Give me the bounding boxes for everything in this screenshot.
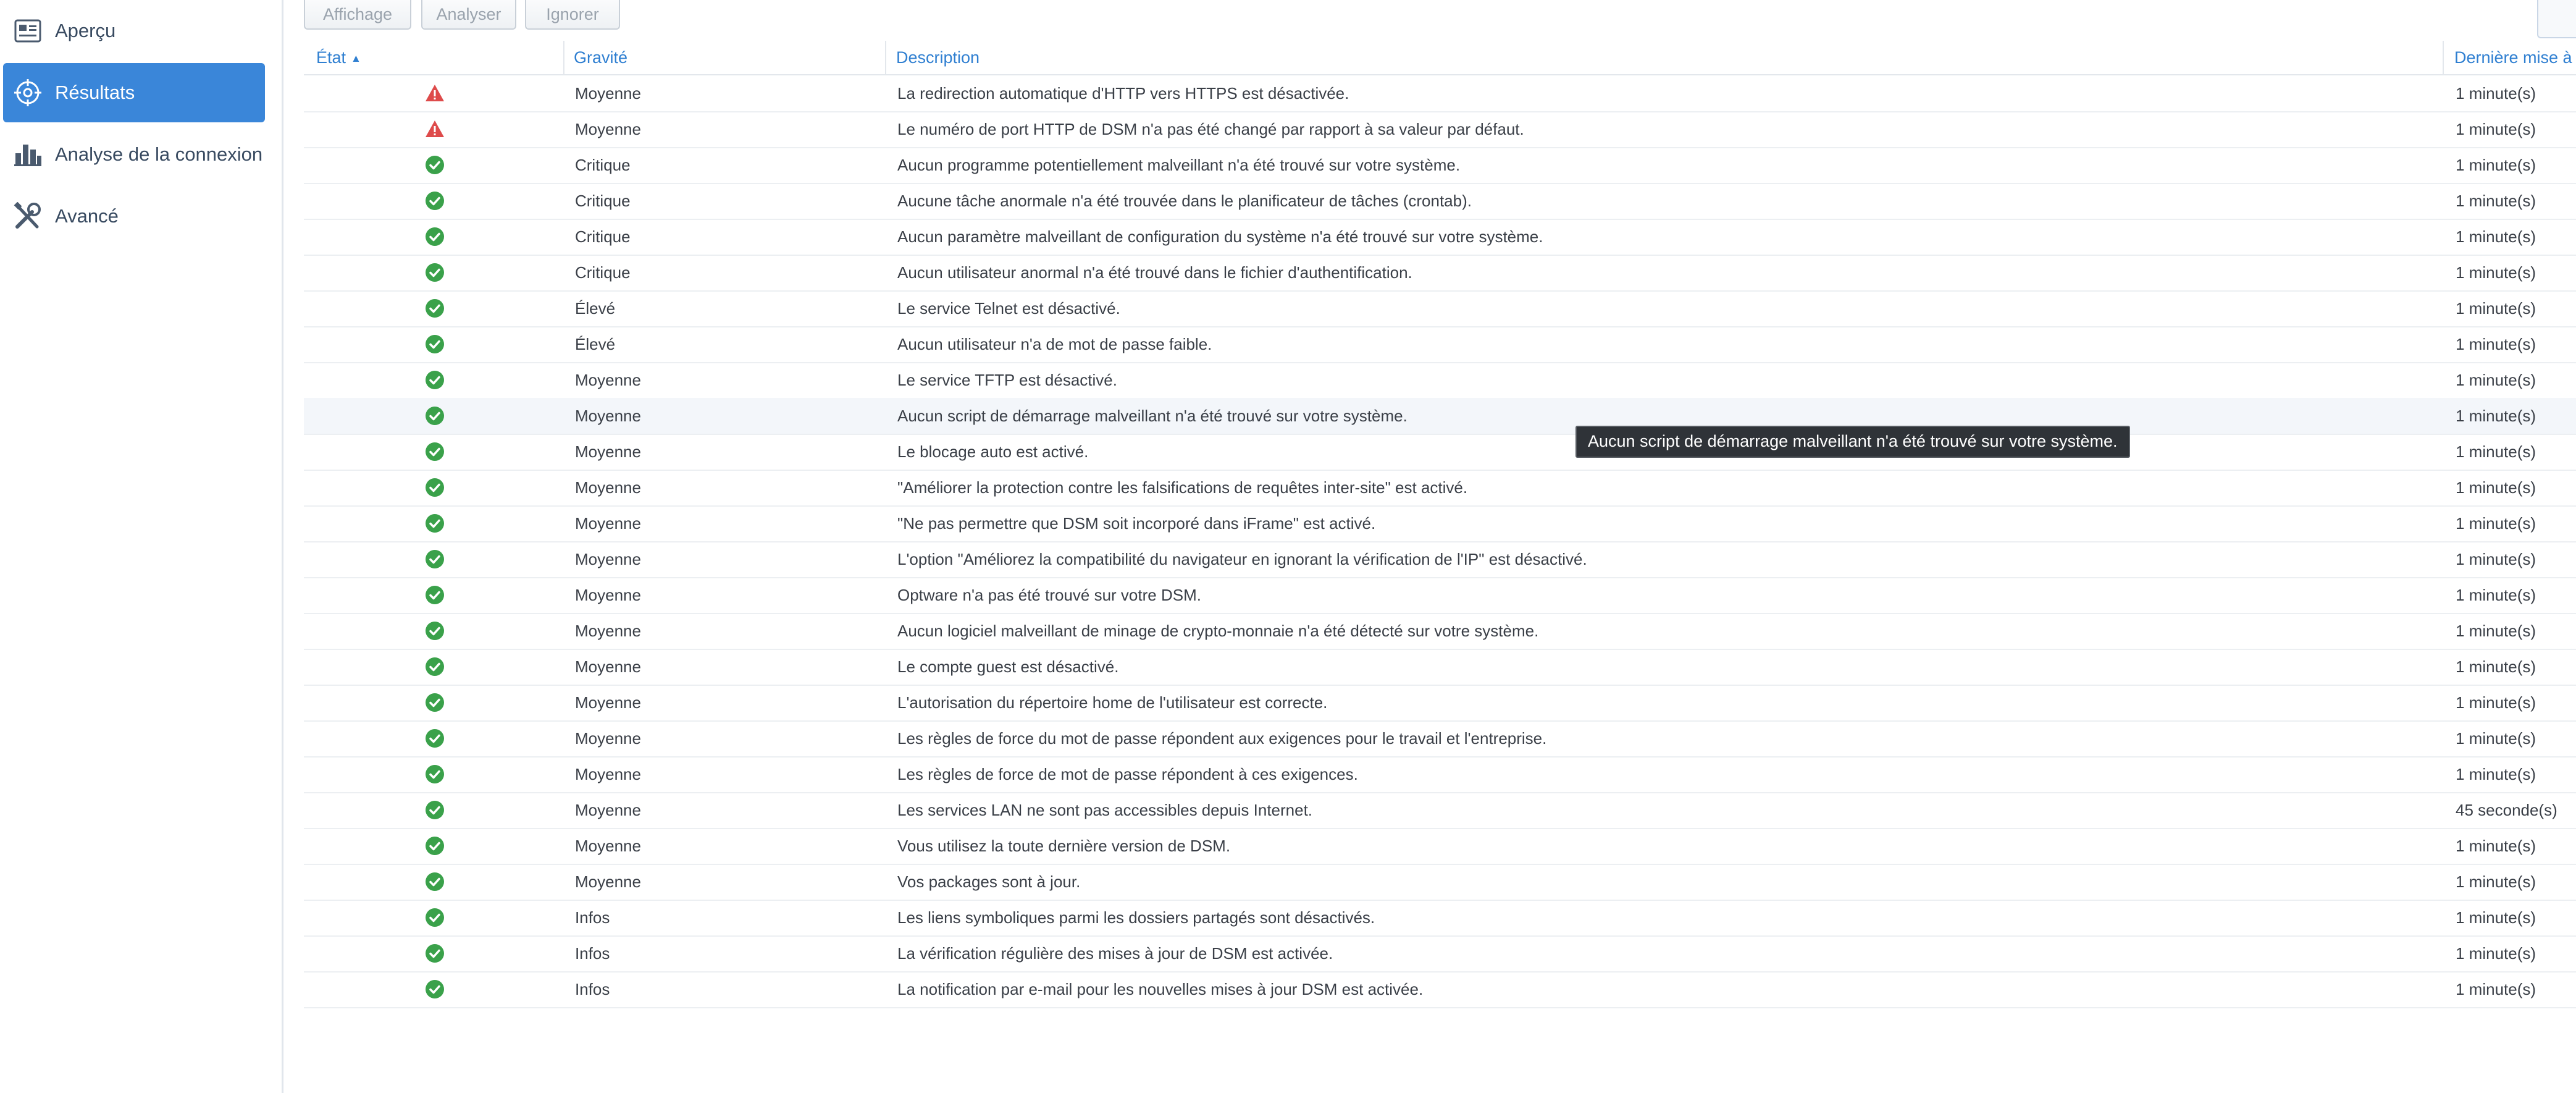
last-update-cell: 1 minute(s): [2456, 371, 2536, 389]
warning-icon: [425, 83, 445, 103]
check-circle-icon: [425, 800, 445, 820]
table-row[interactable]: [304, 434, 2576, 471]
last-update-cell: 1 minute(s): [2456, 908, 2536, 927]
check-circle-icon: [425, 227, 445, 247]
severity-cell: Moyenne: [575, 442, 641, 461]
table-row[interactable]: [304, 649, 2576, 686]
last-update-cell: 1 minute(s): [2456, 765, 2536, 783]
bar-chart-icon: [13, 140, 43, 169]
description-cell: Vous utilisez la toute dernière version de DSM.: [897, 837, 1231, 855]
table-row[interactable]: [304, 183, 2576, 220]
last-update-cell: 1 minute(s): [2456, 84, 2536, 103]
last-update-cell: 1 minute(s): [2456, 693, 2536, 712]
last-update-cell: 1 minute(s): [2456, 550, 2536, 568]
check-circle-icon: [425, 728, 445, 748]
severity-cell: Critique: [575, 227, 631, 246]
table-row[interactable]: [304, 792, 2576, 829]
severity-cell: Élevé: [575, 299, 616, 318]
severity-cell: Moyenne: [575, 729, 641, 748]
check-circle-icon: [425, 334, 445, 354]
check-circle-icon: [425, 764, 445, 784]
sort-ascending-icon: ▲: [351, 52, 361, 64]
table-row[interactable]: [304, 685, 2576, 722]
severity-cell: Critique: [575, 192, 631, 210]
last-update-cell: 1 minute(s): [2456, 442, 2536, 461]
description-cell: Le blocage auto est activé.: [897, 442, 1089, 461]
sidebar: [0, 0, 283, 1093]
description-cell: La vérification régulière des mises à jour de DSM est activée.: [897, 944, 1333, 963]
description-cell: "Améliorer la protection contre les falsifications de requêtes inter-site" est activé.: [897, 478, 1468, 497]
sidebar-item-advanced[interactable]: [3, 187, 265, 246]
last-update-cell: 1 minute(s): [2456, 478, 2536, 497]
severity-cell: Moyenne: [575, 120, 641, 138]
last-update-cell: 1 minute(s): [2456, 944, 2536, 963]
table-row[interactable]: [304, 326, 2576, 363]
check-circle-icon: [425, 191, 445, 211]
description-cell: Les règles de force de mot de passe répondent à ces exigences.: [897, 765, 1358, 783]
table-row[interactable]: [304, 577, 2576, 614]
last-update-cell: 1 minute(s): [2456, 120, 2536, 138]
tools-icon: [13, 201, 43, 231]
description-cell: La redirection automatique d'HTTP vers HTTPS est désactivée.: [897, 84, 1349, 103]
description-cell: Le compte guest est désactivé.: [897, 657, 1119, 676]
column-header-last-update[interactable]: Dernière mise à: [2454, 48, 2572, 67]
analyze-button[interactable]: Analyser: [421, 0, 516, 30]
check-circle-icon: [425, 549, 445, 569]
table-row[interactable]: [304, 864, 2576, 901]
severity-cell: Moyenne: [575, 550, 641, 568]
severity-cell: Critique: [575, 156, 631, 174]
last-update-cell: 1 minute(s): [2456, 263, 2536, 282]
table-row[interactable]: [304, 470, 2576, 507]
description-cell: "Ne pas permettre que DSM soit incorporé dans iFrame" est activé.: [897, 514, 1376, 533]
description-cell: Les services LAN ne sont pas accessibles depuis Internet.: [897, 801, 1313, 819]
check-circle-icon: [425, 693, 445, 712]
sidebar-item-label: Avancé: [55, 205, 119, 227]
check-circle-icon: [425, 478, 445, 497]
last-update-cell: 1 minute(s): [2456, 729, 2536, 748]
check-circle-icon: [425, 513, 445, 533]
table-row[interactable]: [304, 613, 2576, 650]
description-cell: Aucun utilisateur n'a de mot de passe faible.: [897, 335, 1212, 353]
description-cell: Le service TFTP est désactivé.: [897, 371, 1117, 389]
check-circle-icon: [425, 836, 445, 856]
table-row[interactable]: [304, 75, 2576, 112]
table-row[interactable]: [304, 362, 2576, 399]
check-circle-icon: [425, 621, 445, 641]
column-header-label: État: [316, 48, 346, 67]
severity-cell: Infos: [575, 944, 610, 963]
last-update-cell: 1 minute(s): [2456, 514, 2536, 533]
severity-cell: Moyenne: [575, 657, 641, 676]
severity-cell: Critique: [575, 263, 631, 282]
severity-cell: Moyenne: [575, 622, 641, 640]
last-update-cell: 1 minute(s): [2456, 407, 2536, 425]
table-row[interactable]: [304, 219, 2576, 256]
table-row[interactable]: [304, 971, 2576, 1008]
last-update-cell: 1 minute(s): [2456, 156, 2536, 174]
sidebar-item-label: Analyse de la connexion: [55, 143, 263, 165]
check-circle-icon: [425, 370, 445, 390]
sidebar-item-connection-analysis[interactable]: [3, 125, 265, 184]
column-header-severity[interactable]: Gravité: [574, 48, 628, 67]
severity-cell: Moyenne: [575, 801, 641, 819]
description-cell: L'autorisation du répertoire home de l'utilisateur est correcte.: [897, 693, 1328, 712]
table-row[interactable]: [304, 505, 2576, 542]
column-divider[interactable]: [2443, 41, 2444, 74]
description-cell: Aucune tâche anormale n'a été trouvée dans le planificateur de tâches (crontab).: [897, 192, 1472, 210]
description-cell: Vos packages sont à jour.: [897, 872, 1081, 891]
description-cell: Les règles de force du mot de passe répondent aux exigences pour le travail et l'entreprise.: [897, 729, 1547, 748]
table-row[interactable]: [304, 541, 2576, 578]
check-circle-icon: [425, 298, 445, 318]
description-cell: Aucun programme potentiellement malveillant n'a été trouvé sur votre système.: [897, 156, 1461, 174]
last-update-cell: 45 seconde(s): [2456, 801, 2557, 819]
column-divider[interactable]: [885, 41, 886, 74]
description-cell: Optware n'a pas été trouvé sur votre DSM.: [897, 586, 1201, 604]
column-divider[interactable]: [563, 41, 564, 74]
severity-cell: Infos: [575, 908, 610, 927]
description-cell: Aucun utilisateur anormal n'a été trouvé dans le fichier d'authentification.: [897, 263, 1412, 282]
severity-cell: Moyenne: [575, 765, 641, 783]
table-row[interactable]: [304, 900, 2576, 937]
sidebar-item-label: Aperçu: [55, 20, 116, 41]
last-update-cell: 1 minute(s): [2456, 192, 2536, 210]
check-circle-icon: [425, 442, 445, 462]
last-update-cell: 1 minute(s): [2456, 335, 2536, 353]
last-update-cell: 1 minute(s): [2456, 622, 2536, 640]
table-row[interactable]: [304, 720, 2576, 758]
table-row[interactable]: [304, 935, 2576, 973]
sidebar-item-results[interactable]: [3, 63, 265, 122]
table-row[interactable]: [304, 290, 2576, 327]
check-circle-icon: [425, 155, 445, 175]
last-update-cell: 1 minute(s): [2456, 586, 2536, 604]
table-row[interactable]: [304, 111, 2576, 148]
severity-cell: Moyenne: [575, 478, 641, 497]
table-row[interactable]: [304, 756, 2576, 793]
check-circle-icon: [425, 406, 445, 426]
description-cell: Aucun logiciel malveillant de minage de crypto-monnaie n'a été détecté sur votre système.: [897, 622, 1539, 640]
table-row[interactable]: [304, 828, 2576, 865]
sidebar-item-overview[interactable]: [3, 1, 265, 61]
warning-icon: [425, 119, 445, 139]
severity-cell: Moyenne: [575, 514, 641, 533]
description-cell: Le numéro de port HTTP de DSM n'a pas été changé par rapport à sa valeur par défaut.: [897, 120, 1524, 138]
last-update-cell: 1 minute(s): [2456, 657, 2536, 676]
severity-cell: Moyenne: [575, 84, 641, 103]
check-circle-icon: [425, 657, 445, 677]
check-circle-icon: [425, 943, 445, 963]
check-circle-icon: [425, 979, 445, 999]
table-header: [304, 41, 2576, 75]
severity-cell: Moyenne: [575, 407, 641, 425]
column-header-description[interactable]: Description: [896, 48, 980, 67]
description-tooltip: Aucun script de démarrage malveillant n'a été trouvé sur votre système.: [1575, 426, 2130, 458]
description-cell: L'option "Améliorez la compatibilité du navigateur en ignorant la vérification de l'IP" est désactivé.: [897, 550, 1587, 568]
severity-cell: Moyenne: [575, 693, 641, 712]
description-cell: Le service Telnet est désactivé.: [897, 299, 1120, 318]
last-update-cell: 1 minute(s): [2456, 872, 2536, 891]
ignore-button[interactable]: Ignorer: [525, 0, 620, 30]
check-circle-icon: [425, 263, 445, 282]
last-update-cell: 1 minute(s): [2456, 227, 2536, 246]
sidebar-item-label: Résultats: [55, 82, 135, 103]
severity-cell: Moyenne: [575, 371, 641, 389]
last-update-cell: 1 minute(s): [2456, 837, 2536, 855]
results-icon: [13, 78, 43, 108]
severity-cell: Moyenne: [575, 586, 641, 604]
severity-cell: Infos: [575, 980, 610, 998]
severity-cell: Élevé: [575, 335, 616, 353]
description-cell: La notification par e-mail pour les nouvelles mises à jour DSM est activée.: [897, 980, 1424, 998]
column-header-status[interactable]: [316, 41, 361, 74]
last-update-cell: 1 minute(s): [2456, 299, 2536, 318]
display-button[interactable]: Affichage: [304, 0, 411, 30]
check-circle-icon: [425, 872, 445, 892]
table-row[interactable]: [304, 255, 2576, 292]
severity-cell: Moyenne: [575, 837, 641, 855]
description-cell: Aucun script de démarrage malveillant n'a été trouvé sur votre système.: [897, 407, 1408, 425]
table-row[interactable]: [304, 147, 2576, 184]
description-cell: Les liens symboliques parmi les dossiers partagés sont désactivés.: [897, 908, 1375, 927]
overview-icon: [13, 16, 43, 46]
severity-cell: Moyenne: [575, 872, 641, 891]
search-box[interactable]: [2537, 0, 2576, 38]
description-cell: Aucun paramètre malveillant de configuration du système n'a été trouvé sur votre système.: [897, 227, 1543, 246]
table-row[interactable]: [304, 398, 2576, 435]
check-circle-icon: [425, 908, 445, 927]
check-circle-icon: [425, 585, 445, 605]
last-update-cell: 1 minute(s): [2456, 980, 2536, 998]
